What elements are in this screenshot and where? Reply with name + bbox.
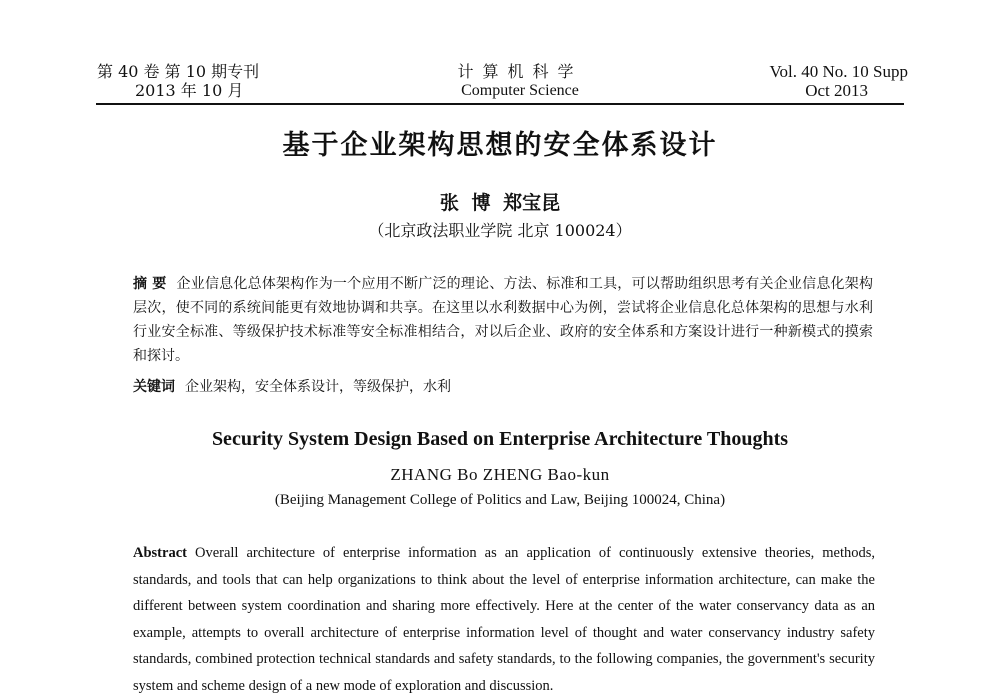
keywords-cn-label: 关键词 xyxy=(133,379,175,395)
keywords-cn-text: 企业架构，安全体系设计，等级保护，水利 xyxy=(185,379,451,395)
journal-name-cn: 计算机科学 xyxy=(457,62,583,81)
journal-date-cn: 2013 年 10 月 xyxy=(135,81,244,100)
abstract-en-label: Abstract xyxy=(133,545,187,561)
journal-volume-issue: 第 40 卷 第 10 期专刊 xyxy=(97,62,260,81)
abstract-cn-label: 摘 要 xyxy=(133,276,167,292)
abstract-cn-text: 企业信息化总体架构作为一个应用不断广泛的理论、方法、标准和工具，可以帮助组织思考有关企业信息化架构层次，使不同的系统间能更有效地协调和共享。在这里以水利数据中心为例，尝试将企业信息化总体架构的思想与水利行业安全标准、等级保护技术标准等安全标准相结合，对以后企业、政府的安全体系和方案设计进行一种新模式的摸索和探讨。 xyxy=(133,276,873,364)
abstract-en xyxy=(133,540,875,699)
affiliation-en: (Beijing Management College of Politics and Law, Beijing 100024, China) xyxy=(274,492,726,508)
journal-name-en: Computer Science xyxy=(461,82,579,99)
authors-en: ZHANG Bo ZHENG Bao-kun xyxy=(390,465,610,484)
journal-issue-info-en xyxy=(688,62,908,100)
paper-title-en: Security System Design Based on Enterprise Architecture Thoughts xyxy=(211,428,789,450)
journal-name xyxy=(430,62,610,100)
affiliation-cn: （北京政法职业学院 北京 100024） xyxy=(368,221,632,240)
paper-title-cn: 基于企业架构思想的安全体系设计 xyxy=(282,130,718,161)
journal-date-en: Oct 2013 xyxy=(805,81,868,100)
keywords-cn xyxy=(133,375,873,399)
abstract-cn xyxy=(133,272,873,368)
journal-issue-info xyxy=(97,62,327,100)
authors-cn: 张 博 郑宝昆 xyxy=(439,192,561,214)
abstract-en-text: Overall architecture of enterprise information as an application of continuously extensive theories, methods, standards, and tools that can help organizations to think about the level of enterprise information architecture, can make the different between system coordination and sharing more effectively. Here at the center of the water conservancy data as an example, attempts to overall architecture of enterprise information level of thought and water conservancy industry safety standards, combined protection technical standards and safety standards, to the following companies, the government's security system and scheme design of a new mode of exploration and discussion. xyxy=(133,545,875,694)
header-rule xyxy=(96,103,904,105)
journal-volume-en: Vol. 40 No. 10 Supp xyxy=(769,62,908,81)
